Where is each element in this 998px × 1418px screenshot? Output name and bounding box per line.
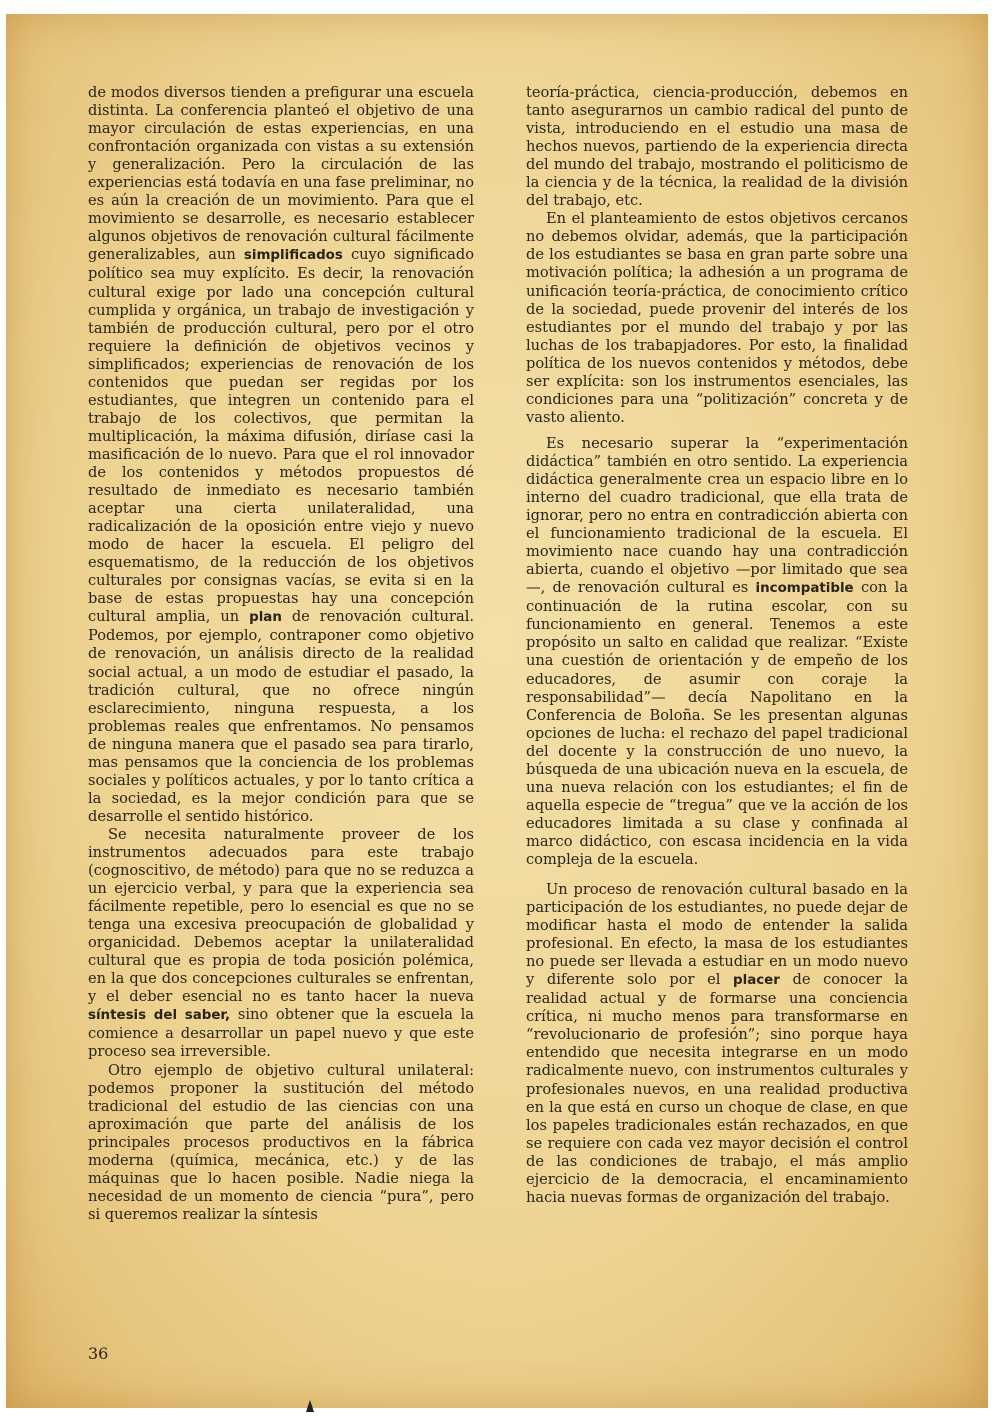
- bold-term-simplificados: simplificados: [243, 248, 343, 264]
- text-run: sino obtener que la escuela la comience a desarrollar un papel nuevo y que este proceso sea irreversible.: [88, 1006, 474, 1061]
- text-run: con la continuación de la rutina escolar, con su funcionamiento en general. Tenemos a este propósito un salto en calidad que realizar. “Existe una cuestión de orientación y de empeño de los educadores, de asumir con coraje la responsabilidad”— decía Napolitano en la Conferencia de Boloña. Se les presentan algunas opciones de lucha: el rechazo del papel tradicional del docente y la construcción de uno nuevo, la búsqueda de una ubicación nueva en la escuela, de una nueva relación con los estudiantes; el fin de aquella especie de “tregua” que ve la acción de los educadores limitada a su clase y confinada al marco didáctico, con escasa incidencia en la vida compleja de la escuela.: [526, 579, 908, 868]
- right-paragraph-1: teoría-práctica, ciencia-producción, debemos en tanto asegurarnos un cambio radical del punto de vista, introduciendo en el estudio una masa de hechos nuevos, partiendo de la experiencia directa del mundo del trabajo, mostrando el politicismo de la ciencia y de la técnica, la realidad de la división del trabajo, etc.: [526, 84, 908, 210]
- right-paragraph-4: [526, 881, 908, 1207]
- left-paragraph-3: Otro ejemplo de objetivo cultural unilateral: podemos proponer la sustitución del método tradicional del estudio de las ciencias con una aproximación que parte del análisis de los principales procesos productivos en la fábrica moderna (química, mecánica, etc.) y de las máquinas que lo hacen posible. Nadie niega la necesidad de un momento de ciencia “pura”, pero si queremos realizar la síntesis: [88, 1061, 474, 1223]
- text-run: de conocer la realidad actual y de formarse una conciencia crítica, ni mucho menos para transformarse en “revolucionario de profesión”; sino porque haya entendido que necesita integrarse en un modo radicalmente nuevo, con instrumentos culturales y profesionales nuevos, en una realidad productiva en la que está en curso un choque de clase, en que los papeles tradicionales están rechazados, en que se requiere con cada vez mayor decisión el control de las condiciones de trabajo, el más amplio ejercicio de la democracia, el encaminamiento hacia nuevas formas de organización del trabajo.: [526, 971, 908, 1206]
- page-number: 36: [88, 1344, 109, 1363]
- text-run: de renovación cultural. Podemos, por ejemplo, contraponer como objetivo de renovación, un análisis directo de la realidad social actual, a un modo de estudiar el pasado, la tradición cultural, que no ofrece ningún esclarecimiento, ninguna respuesta, a los problemas reales que enfrentamos. No pensamos de ninguna manera que el pasado sea para tirarlo, mas pensamos que la conciencia de los problemas sociales y políticos actuales, y por lo tanto crítica a la sociedad, es la mejor condición para que se desarrolle el sentido histórico.: [88, 608, 474, 825]
- text-run: Se necesita naturalmente proveer de los instrumentos adecuados para este trabajo (cognoscitivo, de método) para que no se reduzca a un ejercicio verbal, y para que la experiencia sea fácilmente repetible, pero lo esencial es que no se tenga una excesiva preocupación de globalidad y organicidad. Debemos aceptar la unilateralidad cultural que es propia de toda posición polémica, en la que dos concepciones culturales se enfrentan, y el deber esencial no es tanto hacer la nueva: [88, 825, 474, 1006]
- left-paragraph-2: [88, 826, 474, 1062]
- right-paragraph-2: En el planteamiento de estos objetivos cercanos no debemos olvidar, además, que la participación de los estudiantes se basa en gran parte sobre una motivación política; la adhesión a un programa de unificación teoría-práctica, de conocimiento crítico de la sociedad, puede provenir del interés de los estudiantes por el mundo del trabajo y por las luchas de los trabapjadores. Por esto, la finalidad política de los nuevos contenidos y métodos, debe ser explícita: son los instrumentos esenciales, las condiciones para una “politización” concreta y de vasto aliento.: [526, 210, 908, 426]
- right-paragraph-3: [526, 435, 908, 869]
- registration-mark-icon: [306, 1400, 314, 1412]
- text-run: Es necesario superar la “experimentación didáctica” también en otro sentido. La experiencia didáctica generalmente crea un espacio libre en lo interno del cuadro tradicional, que ella trata de ignorar, pero no entra en contradicción abierta con el funcionamiento tradicional de la escuela. El movimiento nace cuando hay una contradicción abierta, cuando el objetivo —por limitado que sea—, de renovación cultural es: [526, 434, 908, 597]
- left-text-column: [88, 84, 474, 1224]
- bold-term-incompatible: incompatible: [755, 581, 854, 597]
- bold-term-plan: plan: [249, 610, 282, 626]
- text-run: Un proceso de renovación cultural basado en la participación de los estudiantes, no puede dejar de modificar hasta el modo de entender la salida profesional. En efecto, la masa de los estudiantes no puede ser llevada a estudiar en un modo nuevo y diferente solo por el: [526, 881, 908, 989]
- right-text-column: [526, 84, 908, 1207]
- bold-term-sintesis: síntesis del saber,: [88, 1008, 231, 1024]
- magazine-page: [6, 14, 988, 1408]
- left-paragraph-1: [88, 84, 474, 826]
- text-run: cuyo significado político sea muy explícito. Es decir, la renovación cultural exige por lado una concepción cultural cumplida y orgánica, un trabajo de investigación y también de producción cultural, pero por el otro requiere la definición de objetivos vecinos y simplificados; experiencias de renovación de los contenidos que puedan ser regidas por los estudiantes, que integren un contenido para el trabajo de los colectivos, que permitan la multiplicación, la máxima difusión, diríase casi la masificación de lo nuevo. Para que el rol innovador de los contenidos y métodos propuestos dé resultado de inmediato es necesario también aceptar una cierta unilateralidad, una radicalización de la oposición entre viejo y nuevo modo de hacer la escuela. El peligro del esquematismo, de la reducción de los objetivos culturales por consignas vacías, se evita si en la base de estas propuestas hay una concepción cultural amplia, un: [88, 246, 474, 626]
- bold-term-placer: placer: [733, 973, 780, 989]
- text-run: de modos diversos tienden a prefigurar una escuela distinta. La conferencia planteó el objetivo de una mayor circulación de estas experiencias, en una confrontación organizada con vistas a su extensión y generalización. Pero la circulación de las experiencias está todavía en una fase preliminar, no es aún la creación de un movimiento. Para que el movimiento se desarrolle, es necesario establecer algunos objetivos de renovación cultural fácilmente generalizables, aun: [88, 84, 474, 264]
